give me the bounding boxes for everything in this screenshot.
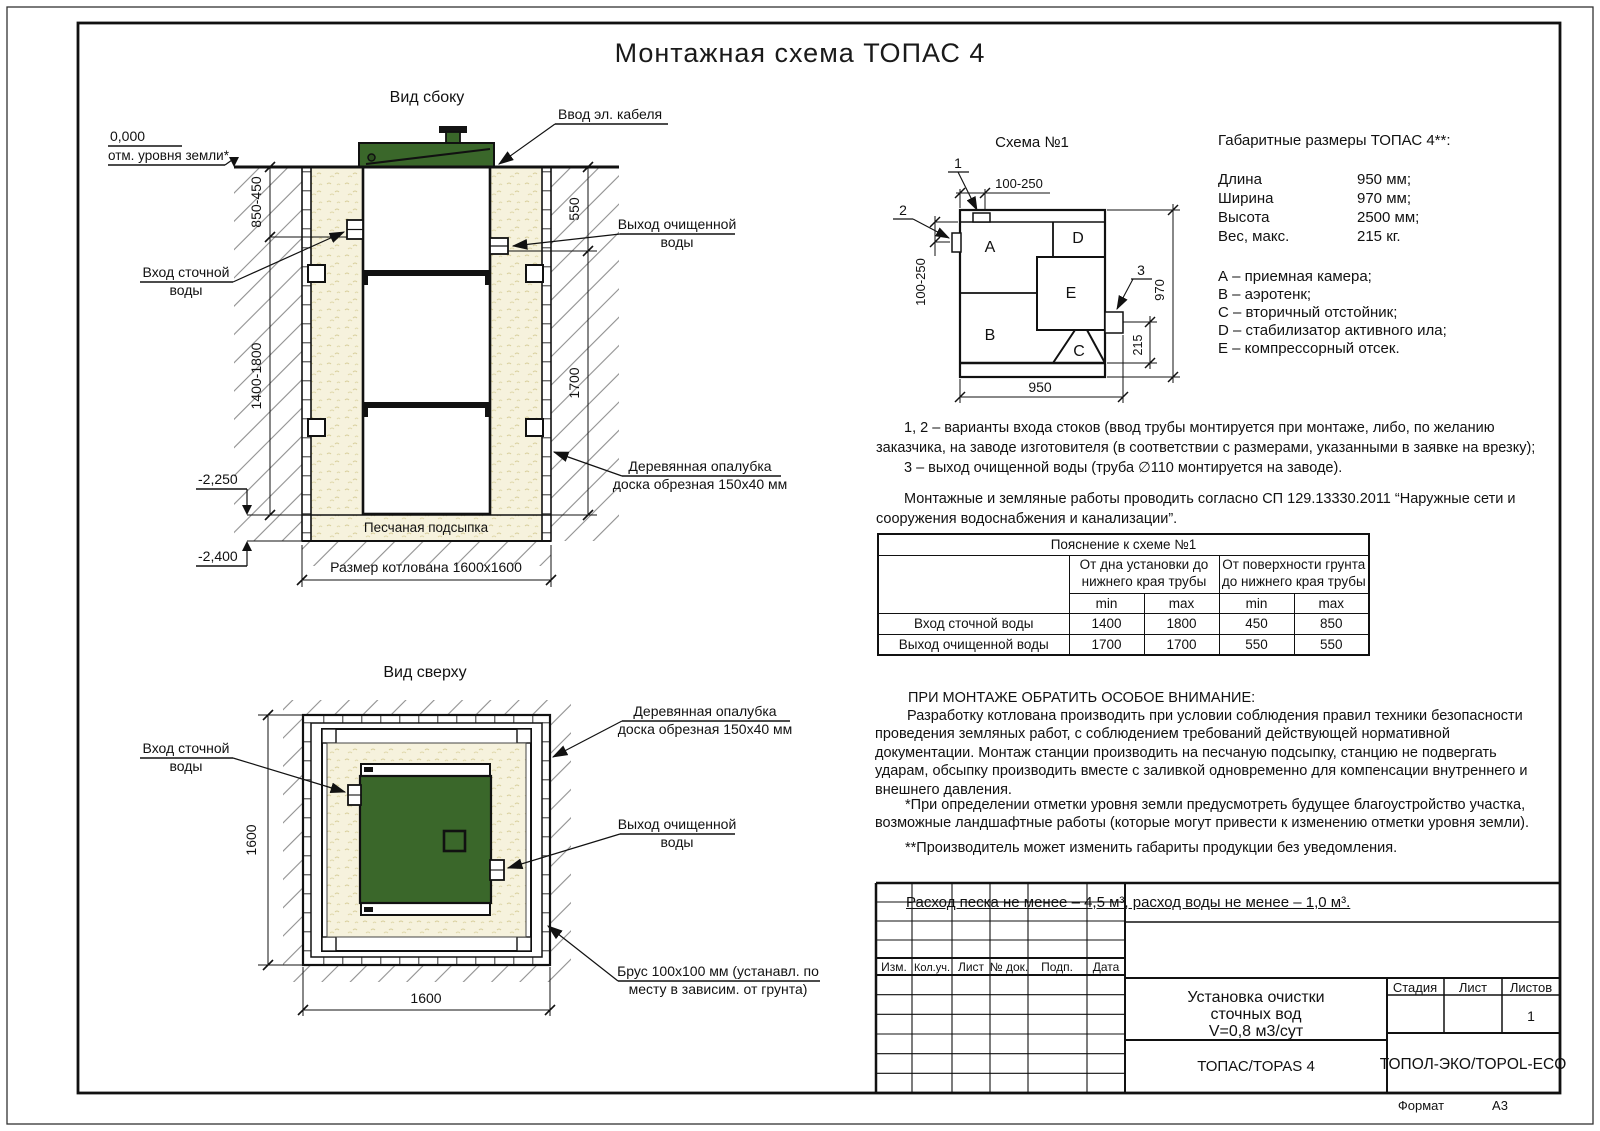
max-header: max: [1144, 593, 1219, 613]
footnote-manufacturer: **Производитель может изменить габариты продукции без уведомления.: [905, 839, 1398, 856]
spec-label: Ширина: [1218, 190, 1274, 207]
doc-title-line1: Установка очистки: [1187, 989, 1325, 1006]
specs-block: [1218, 131, 1548, 358]
scheme-dim-right: 970: [1152, 279, 1167, 301]
sheet-header: Лист: [1458, 980, 1488, 995]
title-block: [876, 883, 1566, 1113]
cell-value: 1700: [1069, 634, 1144, 655]
col-ndok: № док.: [989, 960, 1029, 974]
scheme-letters: [985, 230, 1085, 360]
zero-level-value: 0,000: [110, 128, 146, 144]
sheets-header: Листов: [1509, 980, 1553, 995]
compartment-legend: [1218, 268, 1548, 358]
compartment-e: E: [1065, 285, 1077, 302]
spec-label: Длина: [1218, 171, 1262, 188]
consumption-note: Расход песка не менее – 4,5 м³, расход воды не менее – 1,0 м³.: [906, 894, 1351, 911]
tank-body: [363, 167, 490, 514]
sand-mark-value: -2,400: [198, 548, 238, 564]
scheme-dim-bottom: 950: [1028, 379, 1052, 395]
max-header: max: [1294, 593, 1369, 613]
spec-value: 970 мм;: [1357, 190, 1411, 207]
cell-value: 1800: [1144, 613, 1219, 634]
sand-bed-label: Песчаная подсыпка: [363, 520, 489, 535]
col-data: Дата: [1092, 960, 1120, 974]
side-view: [108, 89, 787, 587]
lid-lock-icon: [368, 154, 375, 161]
scheme-marker-3: [1117, 262, 1152, 309]
cell-value: 1700: [1144, 634, 1219, 655]
sand-level-mark: [196, 541, 302, 566]
pit-mark-value: -2,250: [198, 471, 238, 487]
legend-item: D – стабилизатор активного ила;: [1218, 322, 1447, 339]
marker-3: 3: [1137, 262, 1145, 278]
scheme-dims: [930, 188, 1180, 403]
product-name: ТОПАС/TOPAS 4: [1197, 1058, 1315, 1075]
cable-entry-label: Ввод эл. кабеля: [558, 106, 663, 122]
min-header: min: [1069, 593, 1144, 613]
vent-top: [444, 831, 465, 851]
cell-value: 450: [1219, 613, 1294, 634]
spec-row: [1218, 170, 1548, 189]
scheme-dim-top: 100-250: [995, 176, 1043, 191]
legend-item: В – аэротенк;: [1218, 286, 1312, 303]
min-header: min: [1219, 593, 1294, 613]
dim-top-height: 1600: [243, 824, 259, 856]
outlet-pipe-stub: [490, 238, 508, 254]
stage-header: Стадия: [1392, 980, 1438, 995]
unit-top: [348, 764, 504, 915]
outlet-label-line1: Выход очищенной: [617, 216, 737, 232]
beam-top-line2: месту в зависим. от грунта): [628, 981, 808, 997]
explain-group2: От поверхности грунта до нижнего края трубы: [1219, 555, 1369, 593]
tank-lid: [359, 126, 494, 167]
scheme-title: Схема №1: [995, 134, 1069, 151]
cell-value: 550: [1294, 634, 1369, 655]
col-koluch: Кол.уч.: [913, 962, 951, 974]
compartment-a: A: [984, 239, 996, 256]
spec-label: Вес, макс.: [1218, 228, 1290, 245]
compartment-d: D: [1072, 230, 1084, 247]
spec-value: 215 кг.: [1357, 228, 1401, 245]
inlet-top-line2: воды: [169, 758, 203, 774]
doc-title-line2: сточных вод: [1210, 1006, 1302, 1023]
row-label: Выход очищенной воды: [878, 634, 1069, 655]
spec-label: Высота: [1218, 209, 1270, 226]
attention-title: ПРИ МОНТАЖЕ ОБРАТИТЬ ОСОБОЕ ВНИМАНИЕ:: [908, 690, 1256, 706]
side-view-title: Вид сбоку: [389, 89, 465, 106]
cell-value: 550: [1219, 634, 1294, 655]
legend-item: А – приемная камера;: [1218, 268, 1372, 285]
beam-callout-top: [548, 926, 820, 997]
col-izm: Изм.: [881, 960, 907, 974]
top-view: [140, 664, 820, 1016]
col-podp: Подп.: [1041, 960, 1073, 974]
dim-top-width: 1600: [410, 990, 442, 1006]
scheme-marker-1: [948, 155, 977, 210]
scheme-inlet1-stub: [973, 213, 990, 222]
inlet-pipe-stub: [347, 220, 363, 239]
sheets-value: 1: [1527, 1008, 1535, 1024]
marker-1: 1: [954, 155, 962, 171]
outlet-stub-top: [490, 860, 504, 880]
inlet-stub-top: [348, 785, 361, 805]
dim-inlet-range: 1400-1800: [248, 342, 264, 410]
spec-value: 950 мм;: [1357, 171, 1411, 188]
title-block-headers: [881, 960, 1119, 974]
format-label: Формат: [1397, 1098, 1445, 1113]
compartment-b: B: [984, 327, 996, 344]
dim-depth-to-inlet: 850-450: [248, 176, 264, 228]
formwork-top-line2: доска обрезная 150х40 мм: [617, 721, 793, 737]
legend-item: С – вторичный отстойник;: [1218, 304, 1398, 321]
outlet-label-line2: воды: [660, 234, 694, 250]
cell-value: 1400: [1069, 613, 1144, 634]
spec-row: [1218, 189, 1548, 208]
inlet-top-line1: Вход сточной: [142, 740, 230, 756]
explain-empty-cell: [878, 555, 1069, 613]
explain-table: [877, 533, 1370, 656]
marker-2: 2: [899, 202, 907, 218]
dim-depth-to-outlet: 550: [566, 197, 582, 221]
doc-title: [1187, 989, 1324, 1040]
tank-rib: [363, 270, 490, 276]
col-list: Лист: [957, 960, 985, 974]
pit-size-label: Размер котлована 1600х1600: [330, 559, 522, 575]
note-inlet-variants: 1, 2 – варианты входа стоков (ввод трубы монтируется при монтаже, либо, по желанию заказчика, на заводе изготовителя (в соответствии с размерами, указанными в заявке на врезку);: [876, 420, 1536, 456]
dim-outlet-depth: 1700: [566, 367, 582, 399]
attention-body: Разработку котлована производить при условии соблюдения правил техники безопасности проведения земляных работ, с соблюдением требований действующей нормативной документации. Монтаж станции производить на песчаную подсыпку, станцию не подвергать ударам, обсыпку производить вместе с заливкой одновременно для компенсации внутреннего и внешнего давления.: [875, 708, 1528, 798]
outlet-top-line1: Выход очищенной: [617, 816, 737, 832]
note-sp-standard: Монтажные и земляные работы проводить согласно СП 129.13330.2011 “Наружные сети и сооружения водоснабжения и канализации”.: [876, 491, 1516, 527]
ground-level-label: отм. уровня земли*: [108, 148, 229, 163]
scheme-dim-offset: 215: [1131, 334, 1145, 356]
scheme-dim-left: 100-250: [913, 258, 928, 306]
row-label: Вход сточной воды: [878, 613, 1069, 634]
top-view-title: Вид сверху: [383, 664, 467, 681]
format-value: А3: [1492, 1098, 1508, 1113]
inlet-label-line2: воды: [169, 282, 203, 298]
tank-rib: [363, 402, 490, 408]
explain-table-title: Пояснение к схеме №1: [878, 534, 1369, 555]
formwork-label-line1: Деревянная опалубка: [628, 458, 772, 474]
footnotes-block: [875, 796, 1553, 857]
cable-entry-callout: [499, 106, 668, 164]
scheme-inlet2-stub: [952, 233, 961, 252]
cell-value: 850: [1294, 613, 1369, 634]
page-title: Монтажная схема ТОПАС 4: [614, 38, 986, 68]
outlet-top-line2: воды: [660, 834, 694, 850]
notes-block: [876, 418, 1548, 529]
scheme-1: [893, 134, 1180, 403]
inlet-label-line1: Вход сточной: [142, 264, 230, 280]
scheme-outlet-stub: [1105, 312, 1123, 333]
note-outlet: 3 – выход очищенной воды (труба ∅110 монтируется на заводе).: [904, 460, 1343, 476]
doc-title-line3: V=0,8 м3/сут: [1208, 1023, 1304, 1040]
formwork-label-line2: доска обрезная 150х40 мм: [612, 476, 788, 492]
company-name: ТОПОЛ-ЭКО/TOPOL-ECO: [1379, 1056, 1567, 1073]
zero-level-mark: [108, 128, 239, 167]
spec-row: [1218, 208, 1548, 227]
scheme-marker-2: [893, 202, 949, 238]
compartment-c: C: [1073, 343, 1085, 360]
beam-top-line1: Брус 100х100 мм (устанавл. по: [617, 963, 819, 979]
spec-value: 2500 мм;: [1357, 209, 1420, 226]
footnote-ground-level: *При определении отметки уровня земли предусмотреть будущее благоустройство участка, возможные ландшафтные работы (которые могут привести к изменению отметки уровня земли).: [875, 797, 1530, 832]
formwork-callout-top: [553, 703, 792, 757]
explain-group1: От дна установки до нижнего края трубы: [1069, 555, 1219, 593]
specs-title: Габаритные размеры ТОПАС 4**:: [1218, 132, 1451, 149]
lid-top: [360, 776, 491, 903]
formwork-top-line1: Деревянная опалубка: [633, 703, 777, 719]
legend-item: Е – компрессорный отсек.: [1218, 340, 1400, 357]
spec-row: [1218, 227, 1548, 246]
vent-pipe: [446, 132, 460, 143]
